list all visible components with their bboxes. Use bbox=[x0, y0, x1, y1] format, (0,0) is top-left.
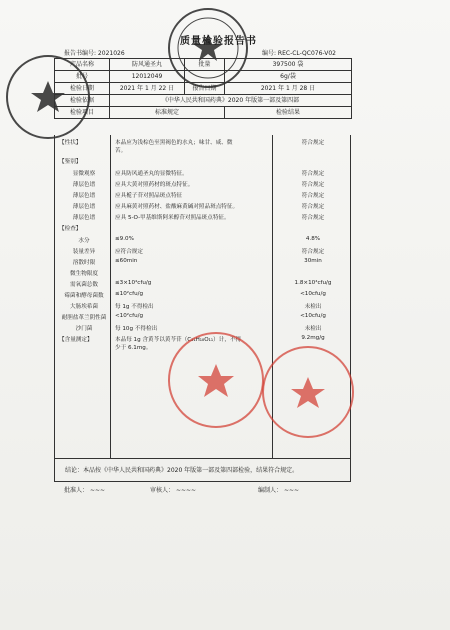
row-standard: 每 10g 不得检出 bbox=[115, 326, 158, 332]
row-result: 符合规定 bbox=[301, 193, 325, 199]
row-result: 未检出 bbox=[304, 326, 322, 332]
info-table bbox=[54, 58, 352, 119]
row-standard: ≤60min bbox=[115, 258, 138, 264]
column-divider bbox=[110, 135, 111, 459]
approver bbox=[64, 485, 105, 494]
row-standard: 应具大黄对照药材的斑点特征。 bbox=[115, 182, 194, 188]
red-dept-stamp bbox=[262, 346, 354, 438]
row-item: 霉菌和酵母菌数 bbox=[64, 293, 104, 299]
report-number: 报告书编号: 2021026 bbox=[64, 50, 125, 57]
row-item: 薄层色谱 bbox=[72, 204, 96, 210]
row-result: 符合规定 bbox=[301, 171, 325, 177]
form-number: 编号: REC-CL-QC076-V02 bbox=[262, 50, 336, 57]
row-standard: 应具栀子苷对照品斑点特征 bbox=[115, 193, 183, 199]
report-title: 质量检验报告书 bbox=[180, 36, 257, 47]
red-quality-stamp bbox=[168, 332, 264, 428]
row-standard: 每 1g 不得检出 bbox=[115, 304, 154, 310]
row-standard: ≤3×10⁴cfu/g bbox=[115, 280, 152, 286]
spec: 6g/袋 bbox=[225, 71, 352, 83]
row-standard: 应具防风通圣丸的显微特征。 bbox=[115, 171, 188, 177]
row-item: 大肠埃希菌 bbox=[70, 304, 98, 310]
col-item-header: 检验项目 bbox=[55, 107, 110, 119]
report-date: 2021 年 1 月 28 日 bbox=[225, 83, 352, 95]
col-standard-header: 标准规定 bbox=[110, 107, 225, 119]
row-item: 装量差异 bbox=[72, 249, 96, 255]
basis-label: 检验依据 bbox=[55, 95, 110, 107]
row-standard: 应具麻黄对照药材、盐酸麻黄碱对照品斑点特征。 bbox=[115, 204, 239, 210]
row-standard: 应具 5-O-甲基维斯阿米醇苷对照品斑点特征。 bbox=[115, 215, 230, 221]
product-name-label: 产品名称 bbox=[55, 59, 110, 71]
row-result: 符合规定 bbox=[301, 249, 325, 255]
reviewer-label: 审核人： bbox=[150, 487, 175, 494]
row-standard-cont: 苦。 bbox=[115, 148, 127, 154]
row-item: 微生物限度 bbox=[70, 271, 98, 277]
approver-label: 批准人： bbox=[64, 487, 89, 494]
row-result: 9.2mg/g bbox=[301, 335, 325, 341]
product-name: 防风通圣丸 bbox=[110, 59, 185, 71]
row-result: 4.8% bbox=[305, 236, 321, 242]
preparer-label: 编制人： bbox=[258, 487, 283, 494]
sample-date-label: 检验日期 bbox=[55, 83, 110, 95]
row-result: 符合规定 bbox=[301, 215, 325, 221]
seal-star-icon bbox=[264, 348, 352, 436]
reviewer-signature: ~~~~ bbox=[175, 487, 197, 494]
row-item: 水分 bbox=[78, 238, 90, 244]
row-standard: 本品应为浅棕色至黑褐色的水丸；味甘、咸、微 bbox=[115, 140, 233, 146]
row-item: 耐胆盐革兰阴性菌 bbox=[61, 315, 107, 321]
row-result: 符合规定 bbox=[301, 182, 325, 188]
row-item: 显微观察 bbox=[72, 171, 96, 177]
basis: 《中华人民共和国药典》2020 年版第一部及第四部 bbox=[110, 95, 352, 107]
row-result: <10cfu/g bbox=[300, 291, 326, 297]
row-standard: 应符合规定 bbox=[115, 249, 143, 255]
row-item: 需氧菌总数 bbox=[70, 282, 98, 288]
preparer-signature: ~~~ bbox=[283, 487, 300, 494]
row-item: 沙门菌 bbox=[75, 326, 93, 332]
row-item: 【检查】 bbox=[59, 226, 82, 232]
row-result: 1.8×10⁴cfu/g bbox=[294, 280, 332, 286]
row-result: <10cfu/g bbox=[300, 313, 326, 319]
report-date-label: 报告日期 bbox=[185, 83, 225, 95]
preparer bbox=[258, 485, 299, 494]
row-item: 溶散时限 bbox=[72, 260, 96, 266]
row-item: 薄层色谱 bbox=[72, 215, 96, 221]
conclusion-text: 结论：本品按《中华人民共和国药典》2020 年版第一部及第四部检验，结果符合规定。 bbox=[65, 467, 299, 474]
row-standard: 本品每 1g 含黄芩以黄芩苷（C₂₁H₁₈O₁₁）计，不得 bbox=[115, 337, 242, 343]
row-result: 符合规定 bbox=[301, 140, 325, 146]
row-item: 薄层色谱 bbox=[72, 182, 96, 188]
conclusion-box bbox=[55, 458, 350, 481]
batch-no: 12012049 bbox=[110, 71, 185, 83]
row-result: 30min bbox=[304, 258, 322, 264]
col-result-header: 检验结果 bbox=[225, 107, 352, 119]
row-standard: ≤10²cfu/g bbox=[115, 291, 144, 297]
row-item: 【鉴别】 bbox=[59, 159, 82, 165]
seal-star-icon bbox=[170, 334, 262, 426]
row-result: 未检出 bbox=[304, 304, 322, 310]
row-standard: ≤9.0% bbox=[115, 236, 134, 242]
approver-signature: ~~~ bbox=[89, 487, 106, 494]
row-item: 【含量测定】 bbox=[59, 337, 93, 343]
reviewer bbox=[150, 485, 196, 494]
row-standard: <10²cfu/g bbox=[115, 313, 144, 319]
batch-no-label: 批号 bbox=[55, 71, 110, 83]
batch-qty: 397500 袋 bbox=[225, 59, 352, 71]
row-standard-cont: 少于 6.1mg。 bbox=[115, 345, 152, 351]
row-item: 薄层色谱 bbox=[72, 193, 96, 199]
row-result: 符合规定 bbox=[301, 204, 325, 210]
row-item: 【性状】 bbox=[59, 140, 82, 146]
batch-qty-label: 批量 bbox=[185, 59, 225, 71]
sample-date: 2021 年 1 月 22 日 bbox=[110, 83, 185, 95]
